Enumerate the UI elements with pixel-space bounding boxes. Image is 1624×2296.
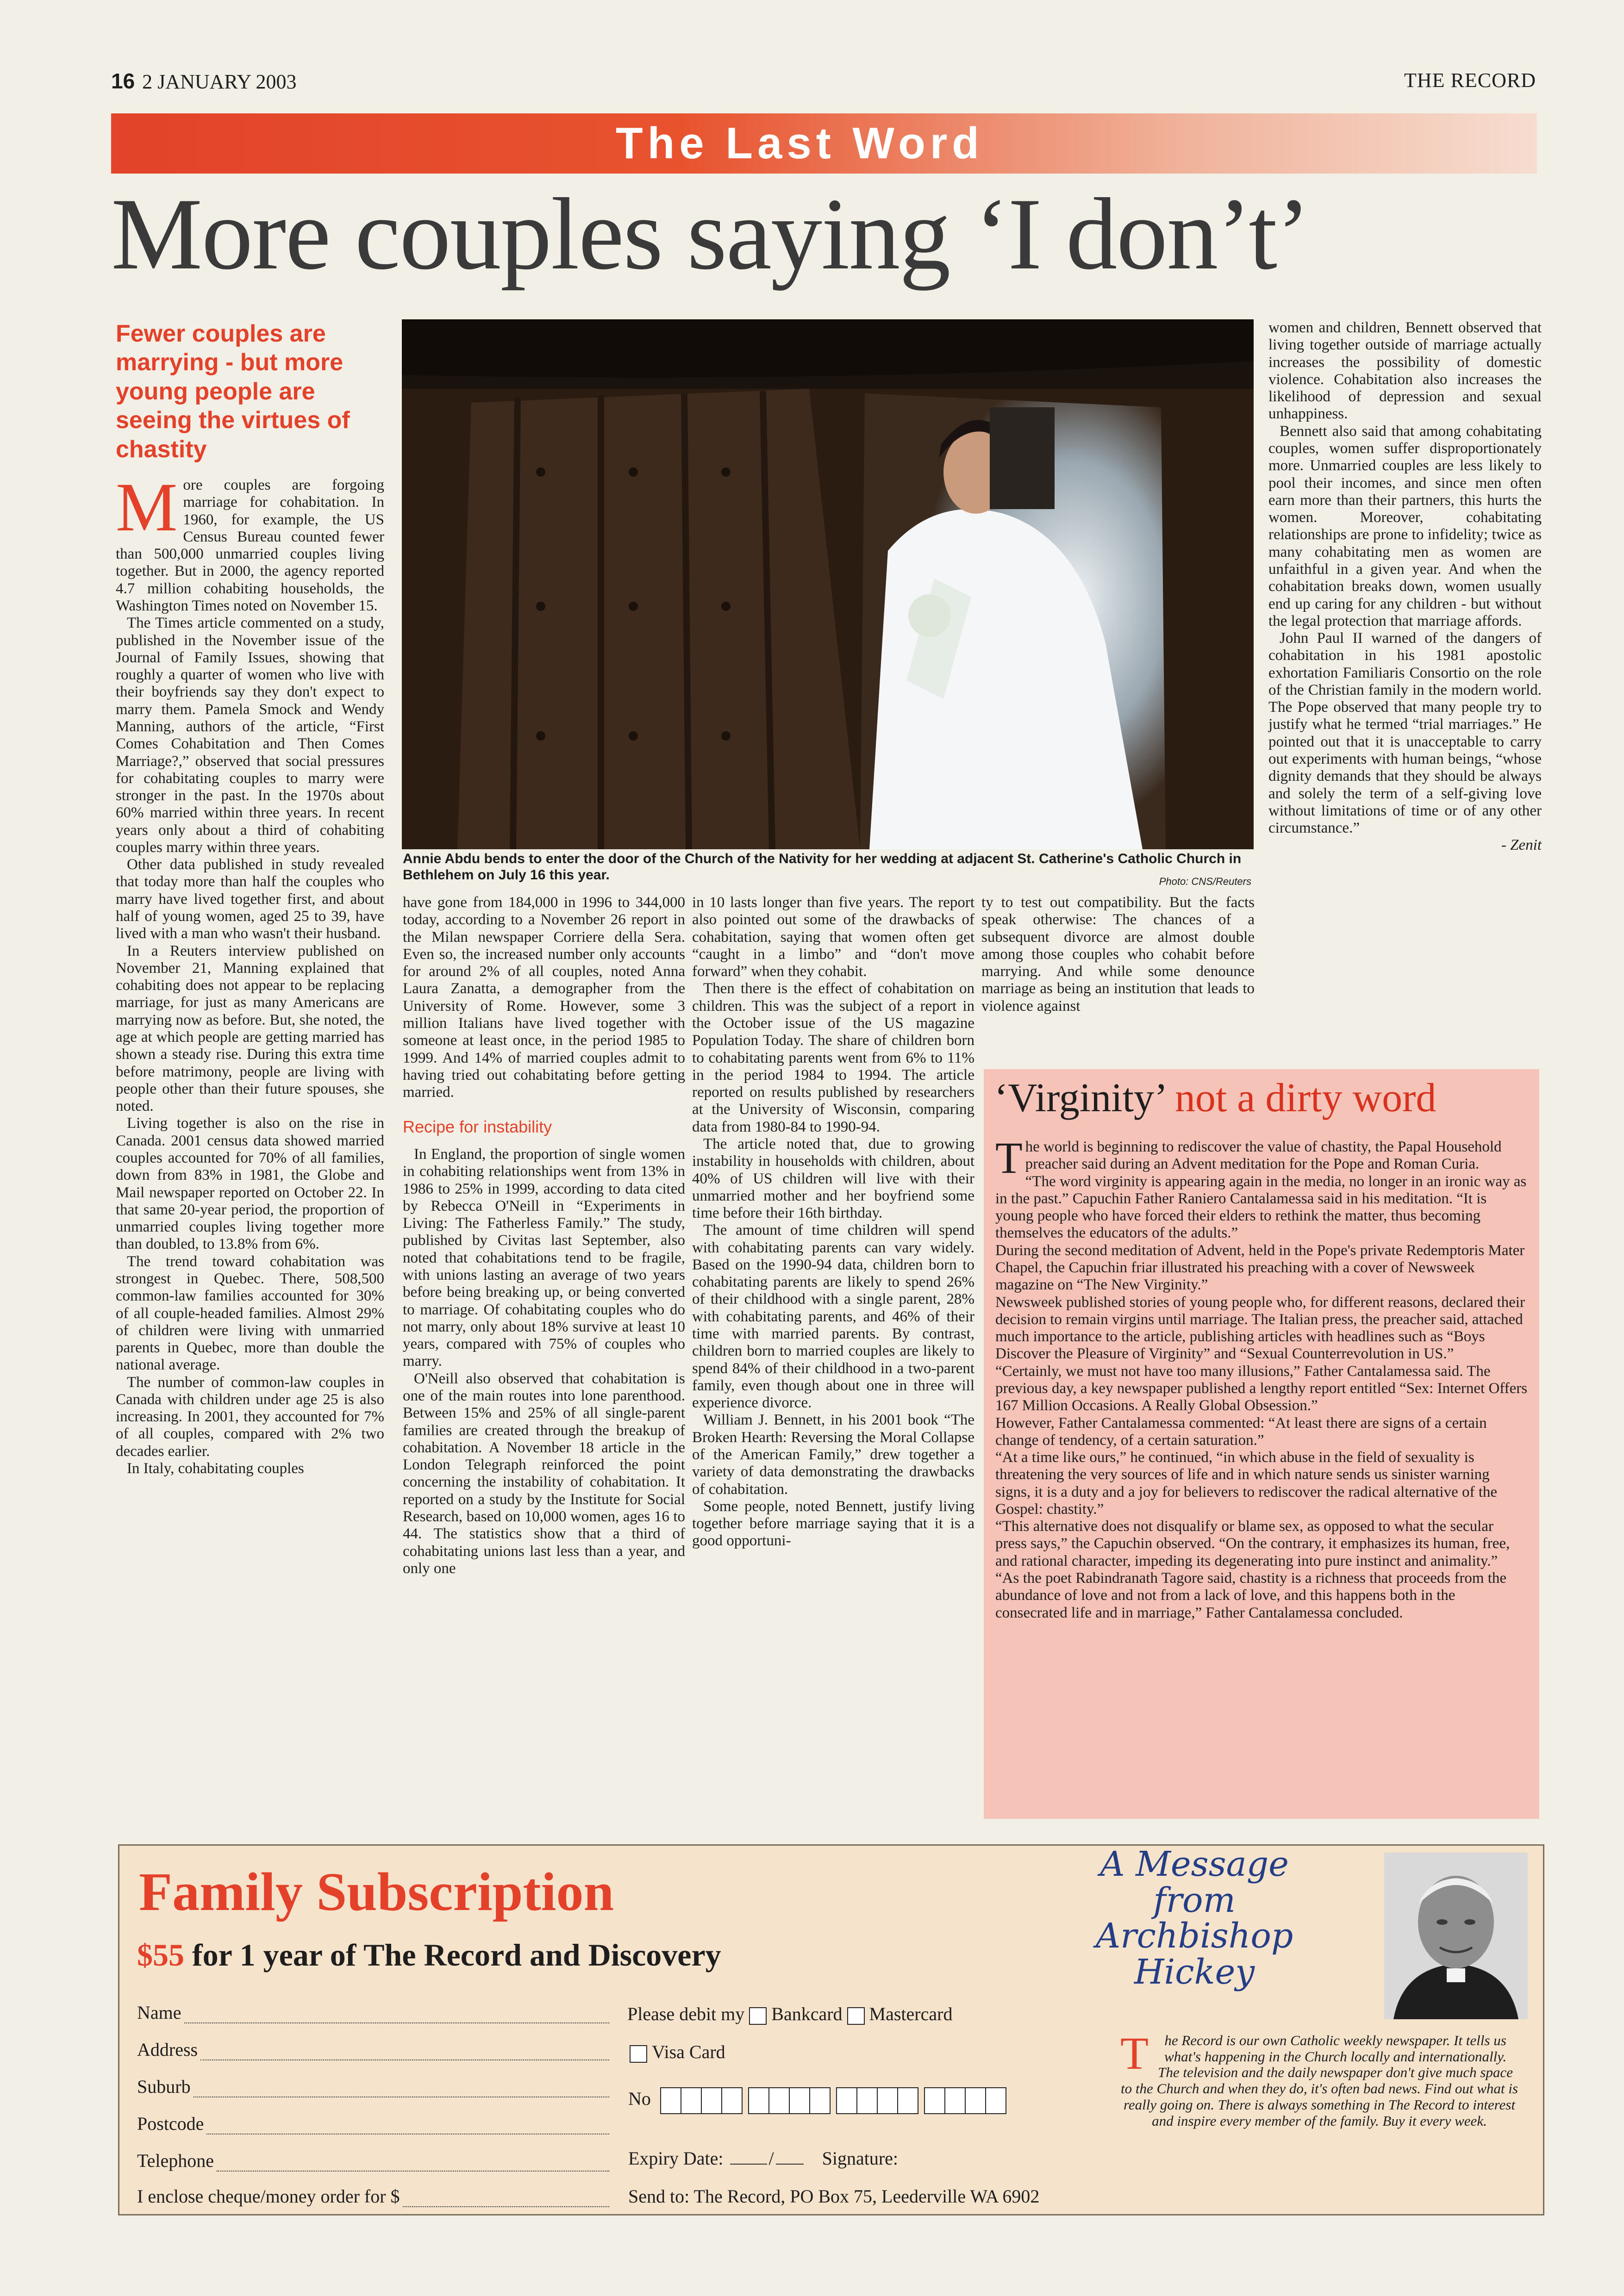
article-paragraph: Bennett also said that among cohabitating couples, women suffer disproportionately more. Unmarried couples are less likely to pool their incomes, and since men often earn more than their partners, this hurts the women. Moreover, cohabitating relationships are prone to infidelity; twice as many cohabitating men as women are unfaithful in a given year. And when the cohabitation breaks down, women usually end up caring for any children - but without the legal protection that marriage affords. <box>1268 423 1542 629</box>
sidebar-text <box>995 1133 1528 1622</box>
article-paragraph: In Italy, cohabitating couples <box>127 1460 304 1477</box>
page-folio <box>111 68 296 93</box>
visa-row <box>630 2041 725 2063</box>
sidebar-paragraph: During the second meditation of Advent, held in the Pope's private Redemptoris Mater Chapel, the Capuchin friar illustrated his preaching with a cover of Newsweek magazine on “The New Virginity.” <box>995 1242 1525 1294</box>
message-title: A Message from Archbishop Hickey <box>1095 1844 1293 1992</box>
card-number-group-1[interactable] <box>661 2088 743 2109</box>
sidebar-title <box>994 1075 1436 1121</box>
message-text <box>1120 2028 1518 2129</box>
bankcard-label: Bankcard <box>771 2004 843 2024</box>
article-column-1 <box>116 469 384 1477</box>
postcode-line[interactable] <box>206 2118 609 2134</box>
article-paragraph: Some people, noted Bennett, justify living together before marriage saying that it is a good opportuni- <box>692 1498 974 1549</box>
telephone-field[interactable] <box>137 2150 609 2172</box>
subscription-title: Family Subscription <box>139 1861 614 1922</box>
article-paragraph: have gone from 184,000 in 1996 to 344,000 today, according to a November 26 report in the Milan newspaper Corriere della Sera. Even so, the increased number only accounts for around 2% of all couples, noted Anna Laura Zanatta, a demographer from the University of Rome. However, some 3 million Italians have lived together with someone at least once, in the period 1985 to 1999. And 14% of married couples admit to having tried out cohabitating before getting married. <box>403 894 685 1101</box>
article-paragraph: The Times article commented on a study, published in the November issue of the Journal of Family Issues, showing that roughly a quarter of women who live with their boyfriends say they don't expect to marry them. Pamela Smock and Wendy Manning, authors of the article, “First Comes Cohabitation and Then Comes Marriage?,” observed that social pressures for cohabitating couples to marry were stronger in the past. In the 1970s about 60% married within three years. In recent years only about a third of cohabiting couples marry within three years. <box>116 615 384 856</box>
expiry-label: Expiry Date: <box>628 2148 724 2169</box>
postcode-field[interactable] <box>137 2113 609 2134</box>
name-label: Name <box>137 2002 181 2023</box>
article-paragraph: Other data published in study revealed that today more than half the couples who marry have lived together first, and about half of young women, aged 25 to 39, have lived with a man who wasn't their husband. <box>116 856 384 942</box>
sidebar-paragraph: “This alternative does not disqualify or blame sex, as opposed to what the secular press says,” the Capuchin observed. “On the contrary, it emphasizes its human, free, and rational character, impeding its degenerating into pure instinct and animality.” <box>995 1518 1510 1569</box>
wedding-photo <box>402 319 1254 849</box>
address-field[interactable] <box>137 2039 609 2060</box>
article-paragraph: O'Neill also observed that cohabitation is one of the main routes into lone parenthood. Between 15% and 25% of all single-parent families are created through the breakup of cohabitation. A November 18 article in the London Telegraph reinforced the point concerning the instability of cohabitation. It reported on a study by the Institute for Social Research, based on 10,000 women, ages 16 to 44. The statistics show that a third of cohabitating unions last less than a year, and only one <box>403 1370 685 1577</box>
price-amount: $55 <box>137 1937 184 1972</box>
article-paragraph: The amount of time children will spend with cohabitating parents can vary widely. Based on the 1990-94 data, children born to cohabitating parents are likely to spend 26% of their childhood with a single parent, 28% with cohabitating parents, and 46% of their time with married parents. By contrast, children born to married couples are likely to spend 84% of their childhood in a two-parent family, even though about one in three will experience divorce. <box>692 1222 974 1412</box>
digit-box <box>944 2087 966 2114</box>
article-paragraph: The trend toward cohabitation was strongest in Quebec. There, 508,500 common-law families accounted for 30% of all couple-headed families. Almost 29% of children were living with unmarried parents in Quebec, more than double the national average. <box>116 1253 384 1374</box>
cheque-line[interactable] <box>403 2190 609 2207</box>
digit-box <box>856 2087 878 2114</box>
sidebar-title-quoted: ‘Virginity’ <box>994 1076 1165 1120</box>
visa-label: Visa Card <box>652 2041 725 2062</box>
digit-box <box>897 2087 918 2114</box>
photo-illustration <box>402 319 1254 849</box>
digit-box <box>681 2087 702 2114</box>
address-label: Address <box>137 2039 198 2060</box>
name-field[interactable] <box>137 2002 609 2023</box>
message-drop-cap: T <box>1120 2028 1149 2079</box>
digit-box <box>877 2087 898 2114</box>
sidebar-paragraph: “The word virginity is appearing again in the media, no longer in an ironic way as in the past.” Capuchin Father Raniero Cantalamessa said in his meditation. “It is young people who have forced their elders to rethink the matter, thus becoming themselves the educators of the adults.” <box>995 1173 1527 1242</box>
digit-box <box>965 2087 986 2114</box>
article-paragraph: In a Reuters interview published on November 21, Manning explained that cohabiting does not appear to be replacing marriage, for just as many Americans are marrying now as before. But, she noted, the age at which people are getting married has shown a steady rise. During this extra time before matrimony, people are living with people other than their future spouses, she noted. <box>116 942 384 1115</box>
article-column-5 <box>1268 319 1542 854</box>
subscription-price <box>137 1937 721 1973</box>
digit-box <box>809 2087 831 2114</box>
name-line[interactable] <box>184 2007 609 2023</box>
telephone-line[interactable] <box>217 2155 609 2172</box>
card-number-group-2[interactable] <box>749 2088 831 2109</box>
card-number-group-4[interactable] <box>925 2088 1006 2109</box>
card-number-row <box>628 2087 1006 2114</box>
expiry-separator: / <box>768 2148 774 2169</box>
subhead: Recipe for instability <box>403 1117 552 1137</box>
article-column-3 <box>692 894 974 1550</box>
article-column-2 <box>403 894 685 1577</box>
mastercard-checkbox[interactable] <box>847 2007 865 2025</box>
card-number-group-3[interactable] <box>837 2088 918 2109</box>
digit-box <box>701 2087 722 2114</box>
article-paragraph: ty to test out compatibility. But the facts speak otherwise: The chances of a subsequent divorce are almost double among those couples who cohabit before marrying. And while some denounce marriage as being an institution that leads to violence against <box>981 894 1255 1014</box>
digit-box <box>985 2087 1006 2114</box>
expiry-month-line[interactable] <box>730 2164 767 2165</box>
sidebar-title-rest: not a dirty word <box>1164 1076 1437 1120</box>
send-to-address: Send to: The Record, PO Box 75, Leederville WA 6902 <box>628 2186 1040 2207</box>
suburb-label: Suburb <box>137 2076 191 2097</box>
suburb-field[interactable] <box>137 2076 609 2097</box>
article-signature: - Zenit <box>1501 837 1542 854</box>
debit-row <box>627 2003 952 2025</box>
expiry-year-line[interactable] <box>776 2164 804 2165</box>
mastercard-label: Mastercard <box>869 2004 953 2024</box>
cheque-field[interactable] <box>137 2185 609 2207</box>
digit-box <box>789 2087 810 2114</box>
suburb-line[interactable] <box>194 2081 609 2097</box>
card-number-label: No <box>628 2088 651 2109</box>
archbishop-photo <box>1384 1853 1528 2019</box>
article-dek: Fewer couples are marrying - but more young people are seeing the virtues of chastity <box>116 320 350 463</box>
digit-box <box>660 2087 681 2114</box>
section-title: The Last Word <box>616 118 984 168</box>
article-paragraph: Living together is also on the rise in Canada. 2001 census data showed married couples accounted for 70% of all families, down from 83% in 1981, the Globe and Mail newspaper reported on October 22. In that same 20-year period, the proportion of unmarried couples living together more than doubled, to 13.8% from 6%. <box>116 1115 384 1253</box>
article-paragraph: in 10 lasts longer than five years. The report also pointed out some of the drawbacks of cohabitation, saying that women often get “caught in a limbo” and “don't move forward” when they cohabit. <box>692 894 974 980</box>
article-paragraph: William J. Bennett, in his 2001 book “The Broken Hearth: Reversing the Moral Collapse of the American Family,” drew together a variety of data demonstrating the drawbacks of cohabitation. <box>692 1412 974 1498</box>
article-paragraph: The number of common-law couples in Canada with children under age 25 is also increasing. In 2001, they accounted for 7% of all couples, compared with 2% two decades earlier. <box>116 1374 384 1460</box>
expiry-row <box>628 2147 898 2169</box>
sidebar-paragraph: “Certainly, we must not have too many illusions,” Father Cantalamessa said. The previous day, a key newspaper published a lengthy report entitled “Sex: Internet Offers 167 Million Occasions. A Really Global Obsession.” <box>995 1363 1528 1414</box>
cheque-label: I enclose cheque/money order for $ <box>137 2186 400 2207</box>
telephone-label: Telephone <box>137 2150 214 2171</box>
article-paragraph: Then there is the effect of cohabitation on children. This was the subject of a report in the October issue of the US magazine Population Today. The share of children born to cohabitating parents went from 6% to 11% in the period 1984 to 1994. The article reported on results published by researchers at the University of Wisconsin, comparing data from 1980-84 to 1990-94. <box>692 980 974 1135</box>
sidebar-paragraph: “At a time like ours,” he continued, “in which abuse in the field of sexuality is threatening the very sources of life and in which nature sends us sinister warning signs, it is a duty and a joy for believers to rediscover the radical alternative of the Gospel: chastity.” <box>995 1449 1498 1518</box>
drop-cap: M <box>116 469 178 546</box>
headline: More couples saying ‘I don’t’ <box>111 177 1310 291</box>
paper-name: THE RECORD <box>1404 69 1536 92</box>
article-paragraph: In England, the proportion of single women in cohabiting relationships went from 13% in 1986 to 25% in 1999, according to data cited by Rebecca O'Neill in “Experiments in Living: The Fatherless Family.” The study, published by Civitas last September, also noted that cohabitations tend to be fragile, with unions lasting an average of two years before being breaking up, or being converted to marriage. Of cohabitating couples who do not marry, only about 18% survive at least 10 years, compared with 75% of couples who marry. <box>403 1146 685 1370</box>
visa-checkbox[interactable] <box>630 2045 647 2063</box>
photo-credit: Photo: CNS/Reuters <box>1159 876 1251 887</box>
digit-box <box>721 2087 743 2114</box>
bankcard-checkbox[interactable] <box>749 2007 767 2025</box>
price-text: for 1 year of The Record and Discovery <box>184 1937 721 1972</box>
article-paragraph: women and children, Bennett observed that living together outside of marriage actually increases the possibility of domestic violence. Cohabitation also increases the likelihood of depression and sexual unhappiness. <box>1268 319 1542 423</box>
sidebar-paragraph: Newsweek published stories of young people who, for different reasons, declared their decision to remain virgins until marriage. The Italian press, the preacher said, attached much importance to the article, publishing articles with headlines such as “Boys Discover the Pleasure of Virginity” and “Sexual Counterrevolution in US.” <box>995 1294 1525 1363</box>
postcode-label: Postcode <box>137 2113 204 2134</box>
article-column-4 <box>981 894 1255 1015</box>
digit-box <box>924 2087 945 2114</box>
issue-date: 2 JANUARY 2003 <box>142 70 297 93</box>
sidebar-paragraph: “As the poet Rabindranath Tagore said, chastity is a richness that proceeds from the abundance of love and not from a lack of love, and this happens both in the consecrated life and in marriage,” Father Cantalamessa concluded. <box>995 1570 1507 1621</box>
article-paragraph: The article noted that, due to growing instability in households with children, about 40% of US children will live with their unmarried mother and her boyfriend some time before their 16th birthday. <box>692 1135 974 1222</box>
digit-box <box>748 2087 769 2114</box>
message-body: he Record is our own Catholic weekly newspaper. It tells us what's happening in the Church locally and internationally. The television and the daily newspaper don't give much space to the Church and when they do, it's often bad news. Find out what is really going on. There is always something in The Record to interest and inspire every member of the family. Buy it every week. <box>1121 2032 1518 2129</box>
article-paragraph: More couples are forgoing marriage for cohabitation. In 1960, for example, the US Census Bureau counted fewer than 500,000 unmarried couples living together. But in 2000, the agency reported 4.7 million cohabiting households, the Washington Times noted on November 15. <box>116 469 384 614</box>
sidebar-paragraph: However, Father Cantalamessa commented: “At least there are signs of a certain change of tendency, of a certain saturation.” <box>995 1414 1487 1449</box>
signature-label: Signature: <box>822 2148 899 2169</box>
page-number: 16 <box>111 69 135 93</box>
digit-box <box>836 2087 857 2114</box>
article-paragraph: John Paul II warned of the dangers of cohabitation in his 1981 apostolic exhortation Familiaris Consortio on the role of the Christian family in the modern world. The Pope observed that many people try to justify what he termed “trial marriages.” He pointed out that it is unacceptable to carry out experiments with human beings, “whose dignity demands that they should be always and solely the term of a self-giving love without limitations of time or of any other circumstance.” <box>1268 630 1542 837</box>
portrait-illustration <box>1384 1853 1528 2019</box>
photo-caption: Annie Abdu bends to enter the door of the Church of the Nativity for her wedding at adjacent St. Catherine's Catholic Church in Bethlehem on July 16 this year. <box>403 851 1242 883</box>
digit-box <box>768 2087 790 2114</box>
section-banner <box>111 113 1537 174</box>
debit-label: Please debit my <box>627 2004 745 2024</box>
address-line[interactable] <box>200 2044 609 2060</box>
sidebar-drop-cap: T <box>995 1133 1023 1182</box>
sidebar-paragraph: The world is beginning to rediscover the value of chastity, the Papal Household preacher said during an Advent meditation for the Pope and Roman Curia. <box>995 1133 1502 1182</box>
